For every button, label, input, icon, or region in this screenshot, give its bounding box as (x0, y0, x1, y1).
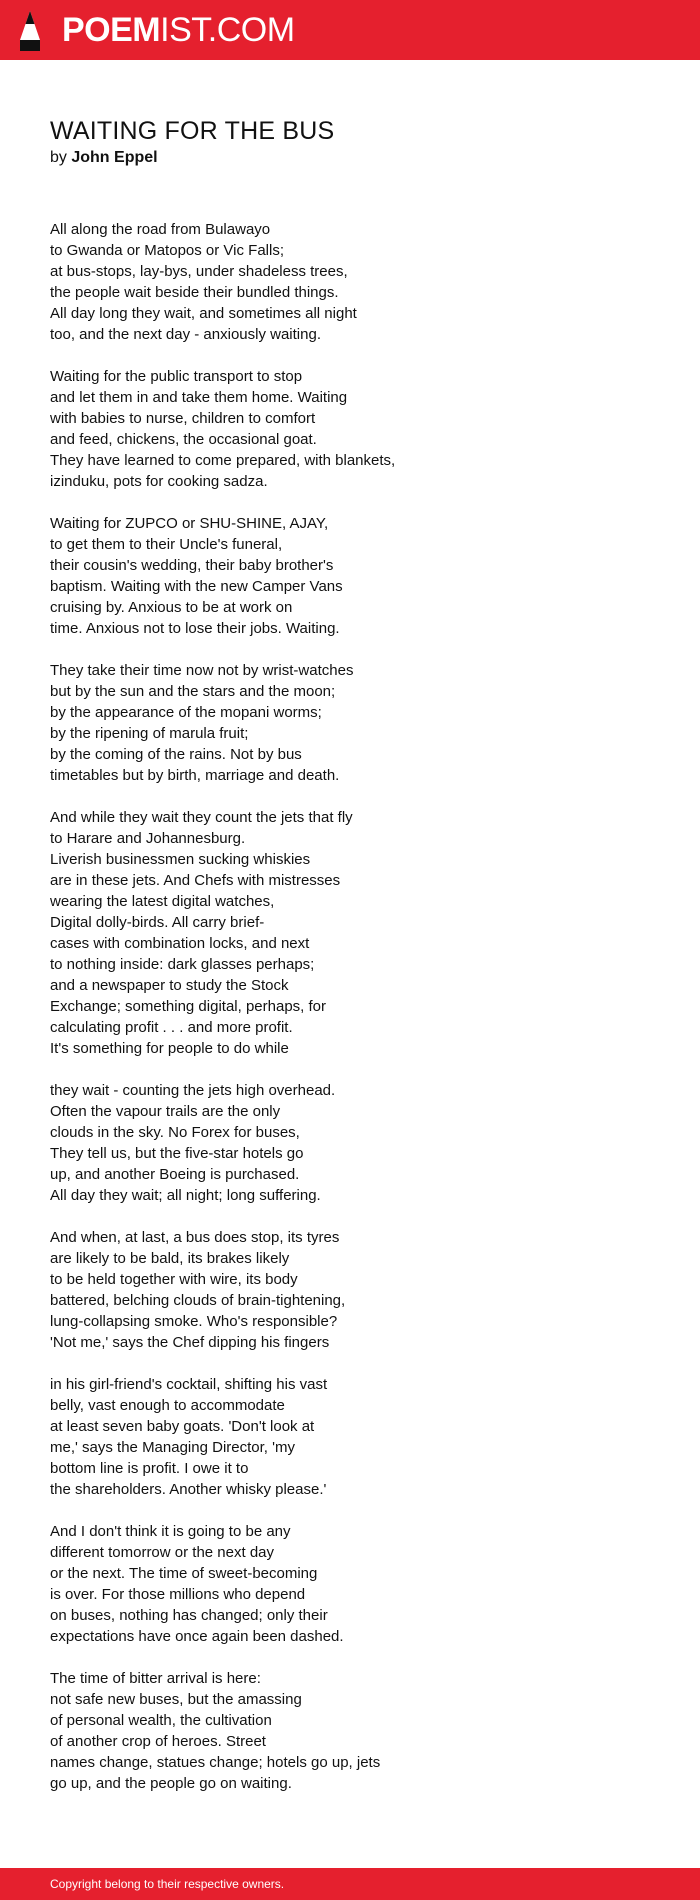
site-logo[interactable] (62, 12, 295, 48)
poem-line: names change, statues change; hotels go up, jets (50, 1754, 381, 1771)
poem-line: are likely to be bald, its brakes likely (50, 1250, 290, 1267)
poem-line: The time of bitter arrival is here: (50, 1670, 261, 1687)
poem-line: cruising by. Anxious to be at work on (50, 599, 293, 616)
poem-line: their cousin's wedding, their baby brother's (50, 557, 334, 574)
poem-line: with babies to nurse, children to comfort (50, 410, 316, 427)
logo-thin-text: IST.COM (160, 11, 295, 49)
poem-line: battered, belching clouds of brain-tightening, (50, 1292, 346, 1309)
poem-line: And while they wait they count the jets that fly (50, 809, 353, 826)
poem-line: and let them in and take them home. Waiting (50, 389, 348, 406)
poem-line: Digital dolly-birds. All carry brief- (50, 914, 265, 931)
poem-line: Exchange; something digital, perhaps, for (50, 998, 326, 1015)
site-footer (0, 1868, 700, 1900)
stanza (50, 366, 650, 492)
poem-line: They take their time now not by wrist-watches (50, 662, 354, 679)
poem-line: to Harare and Johannesburg. (50, 830, 246, 847)
pencil-tip-icon[interactable] (18, 10, 42, 52)
poem-line: baptism. Waiting with the new Camper Vans (50, 578, 343, 595)
poem-line: izinduku, pots for cooking sadza. (50, 473, 268, 490)
poem-line: at bus-stops, lay-bys, under shadeless trees, (50, 263, 348, 280)
byline-prefix: by (50, 149, 67, 166)
poem-line: And when, at last, a bus does stop, its tyres (50, 1229, 340, 1246)
poem-line: timetables but by birth, marriage and death. (50, 767, 340, 784)
stanza (50, 1668, 650, 1794)
copyright-text: Copyright belong to their respective owners. (50, 1877, 285, 1891)
poem-line: and feed, chickens, the occasional goat. (50, 431, 317, 448)
poem-line: up, and another Boeing is purchased. (50, 1166, 300, 1183)
poem-line: It's something for people to do while (50, 1040, 289, 1057)
logo-bold-text: POEM (62, 11, 161, 49)
poem-line: All day long they wait, and sometimes all night (50, 305, 357, 322)
stanza (50, 1080, 650, 1206)
poem-line: by the appearance of the mopani worms; (50, 704, 322, 721)
poem-line: All along the road from Bulawayo (50, 221, 271, 238)
poem-line: of personal wealth, the cultivation (50, 1712, 272, 1729)
poem-line: are in these jets. And Chefs with mistresses (50, 872, 341, 889)
poem-line: Often the vapour trails are the only (50, 1103, 281, 1120)
poem-line: by the coming of the rains. Not by bus (50, 746, 302, 763)
stanza (50, 660, 650, 786)
poem-line: 'Not me,' says the Chef dipping his fingers (50, 1334, 330, 1351)
poem-body (50, 219, 650, 1815)
poem-line: too, and the next day - anxiously waiting. (50, 326, 321, 343)
poem-line: of another crop of heroes. Street (50, 1733, 266, 1750)
poem-line: time. Anxious not to lose their jobs. Waiting. (50, 620, 340, 637)
poem-line: expectations have once again been dashed. (50, 1628, 344, 1645)
poem-line: clouds in the sky. No Forex for buses, (50, 1124, 300, 1141)
poem-line: go up, and the people go on waiting. (50, 1775, 292, 1792)
poem-line: calculating profit . . . and more profit. (50, 1019, 293, 1036)
poem-line: the people wait beside their bundled things. (50, 284, 339, 301)
stanza (50, 219, 650, 345)
poem-line: to be held together with wire, its body (50, 1271, 298, 1288)
poem-line: is over. For those millions who depend (50, 1586, 306, 1603)
poem-line: but by the sun and the stars and the moon; (50, 683, 336, 700)
poem-line: the shareholders. Another whisky please.' (50, 1481, 327, 1498)
poem-line: bottom line is profit. I owe it to (50, 1460, 249, 1477)
poem-line: belly, vast enough to accommodate (50, 1397, 285, 1414)
poem-line: And I don't think it is going to be any (50, 1523, 291, 1540)
poem-line: They tell us, but the five-star hotels go (50, 1145, 304, 1162)
poem-line: lung-collapsing smoke. Who's responsible? (50, 1313, 338, 1330)
poem-line: on buses, nothing has changed; only their (50, 1607, 328, 1624)
poem-line: at least seven baby goats. 'Don't look at (50, 1418, 315, 1435)
stanza (50, 1227, 650, 1353)
poem-line: They have learned to come prepared, with blankets, (50, 452, 396, 469)
poem-line: to nothing inside: dark glasses perhaps; (50, 956, 315, 973)
poem-line: me,' says the Managing Director, 'my (50, 1439, 295, 1456)
poem-line: or the next. The time of sweet-becoming (50, 1565, 318, 1582)
poem-line: they wait - counting the jets high overhead. (50, 1082, 336, 1099)
stanza (50, 1374, 650, 1500)
poem-line: Waiting for the public transport to stop (50, 368, 303, 385)
author-name: John Eppel (71, 149, 158, 166)
stanza (50, 807, 650, 1059)
poem-line: in his girl-friend's cocktail, shifting his vast (50, 1376, 328, 1393)
poem-line: different tomorrow or the next day (50, 1544, 275, 1561)
poem-title: WAITING FOR THE BUS (50, 117, 335, 145)
poem-line: Liverish businessmen sucking whiskies (50, 851, 311, 868)
poem-line: not safe new buses, but the amassing (50, 1691, 302, 1708)
poem-line: All day they wait; all night; long suffering. (50, 1187, 321, 1204)
poem-line: by the ripening of marula fruit; (50, 725, 249, 742)
stanza (50, 513, 650, 639)
poem-line: to Gwanda or Matopos or Vic Falls; (50, 242, 284, 259)
poem-line: wearing the latest digital watches, (50, 893, 275, 910)
poem-line: to get them to their Uncle's funeral, (50, 536, 283, 553)
poem-line: Waiting for ZUPCO or SHU-SHINE, AJAY, (50, 515, 329, 532)
poem-line: cases with combination locks, and next (50, 935, 310, 952)
poem-line: and a newspaper to study the Stock (50, 977, 289, 994)
stanza (50, 1521, 650, 1647)
site-header (0, 0, 700, 60)
byline (50, 148, 158, 168)
